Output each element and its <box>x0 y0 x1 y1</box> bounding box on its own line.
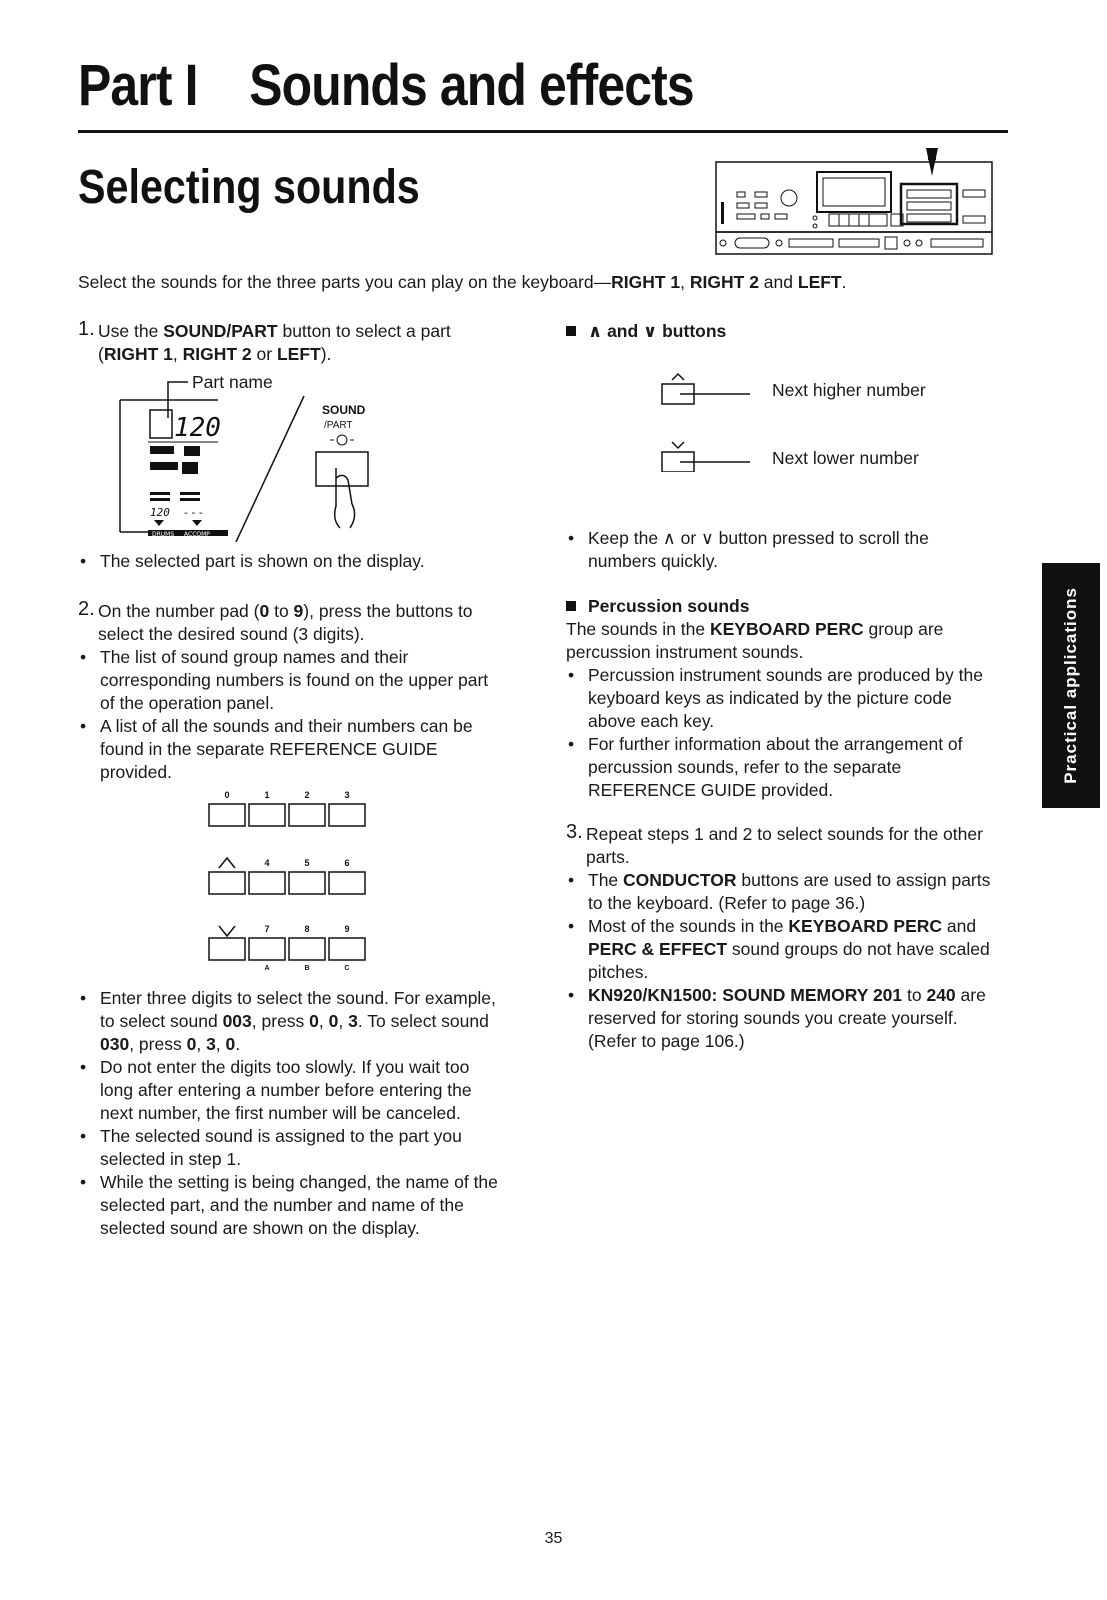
side-tab-practical-applications: Practical applications <box>1042 563 1100 808</box>
page-number: 35 <box>544 1530 563 1547</box>
svg-text:9: 9 <box>344 924 350 934</box>
step-3: 3. Repeat steps 1 and 2 to select sounds for the other parts. • The CONDUCTOR buttons are used to assign parts to the keyboard. (Refer to page 36.) • Most of the sounds in the KEYBOARD PERC and PERC & EFFECT sound groups do not have scaled pitches. • KN920/KN1500: SOUND MEMORY 201 to 240 are reserved for storing sounds you create yourself. (Refer to page 106.) <box>566 823 992 1053</box>
svg-text:3: 3 <box>344 790 350 800</box>
display-bullet: • While the setting is being changed, the name of the selected part, and the number and name of the selected sound are shown on the display. <box>78 1171 500 1240</box>
step-2-bullet-2: • A list of all the sounds and their numbers can be found in the separate REFERENCE GUIDE provided. <box>78 715 500 784</box>
section-title: Selecting sounds <box>78 161 420 214</box>
svg-text:0: 0 <box>224 790 230 800</box>
part-name-label: Part name <box>192 372 273 392</box>
svg-text:1: 1 <box>264 790 270 800</box>
keep-pressed: • Keep the ∧ or ∨ button pressed to scroll the numbers quickly. <box>566 527 992 573</box>
part-title-rest: Sounds and effects <box>249 53 694 118</box>
sound-label: SOUND <box>322 403 366 417</box>
svg-text:ACCOMP: ACCOMP <box>184 531 210 538</box>
step-1: 1. Use the SOUND/PART button to select a part (RIGHT 1, RIGHT 2 or LEFT). <box>78 318 451 364</box>
next-lower-label: Next lower number <box>772 448 919 468</box>
svg-text:B: B <box>304 965 310 972</box>
svg-text:7: 7 <box>264 924 270 934</box>
updown-buttons-figure <box>656 372 756 472</box>
display-small-number: 120 <box>150 506 170 519</box>
part-title-part: Part I <box>78 53 198 118</box>
svg-text:C: C <box>344 965 350 972</box>
svg-text:5: 5 <box>304 858 310 868</box>
part-title <box>78 52 694 119</box>
svg-text:2: 2 <box>304 790 310 800</box>
header-rule <box>78 130 1008 133</box>
intro-text: Select the sounds for the three parts you can play on the keyboard—RIGHT 1, RIGHT 2 and LEFT. <box>78 272 847 292</box>
part-label: /PART <box>324 420 353 431</box>
svg-text:4: 4 <box>264 858 270 868</box>
step-2-bullet-1: • The list of sound group names and their corresponding numbers is found on the upper part of the operation panel. <box>78 646 500 715</box>
number-pad-figure <box>205 786 375 974</box>
step-2-more <box>78 987 500 1240</box>
svg-text:8: 8 <box>304 924 310 934</box>
svg-text:DRUMS: DRUMS <box>152 531 175 538</box>
percussion-section: Percussion sounds The sounds in the KEYBOARD PERC group are percussion instrument sounds. • Percussion instrument sounds are produced by the keyboard keys as indicated by the picture code above each key. • For further information about the arrangement of percussion sounds, refer to the separate REFERENCE GUIDE provided. <box>566 595 992 802</box>
enter-digits-bullet: • Enter three digits to select the sound. For example, to select sound 003, press 0, 0, 3. To select sound 030, press 0, 3, 0. <box>78 987 500 1056</box>
svg-text:6: 6 <box>344 858 350 868</box>
svg-text:- - -: - - - <box>184 506 203 519</box>
panel-locator-diagram <box>715 148 995 258</box>
svg-text:A: A <box>264 965 270 972</box>
assigned-bullet: • The selected sound is assigned to the part you selected in step 1. <box>78 1125 500 1171</box>
step-2: 2. On the number pad (0 to 9), press the buttons to select the desired sound (3 digits). • The list of sound group names and their corresponding numbers is found on the upper part of the operation panel. • A list of all the sounds and their numbers can be found in the separate REFERENCE GUIDE provided. <box>78 600 500 784</box>
updown-heading: ∧ and ∨ buttons <box>566 320 992 343</box>
next-higher-label: Next higher number <box>772 380 926 400</box>
display-figure <box>118 370 388 542</box>
step-1-bullet: • The selected part is shown on the display. <box>78 550 500 573</box>
display-number: 120 <box>174 413 221 443</box>
slow-digits-bullet: • Do not enter the digits too slowly. If you wait too long after entering a number before entering the next number, the first number will be canceled. <box>78 1056 500 1125</box>
